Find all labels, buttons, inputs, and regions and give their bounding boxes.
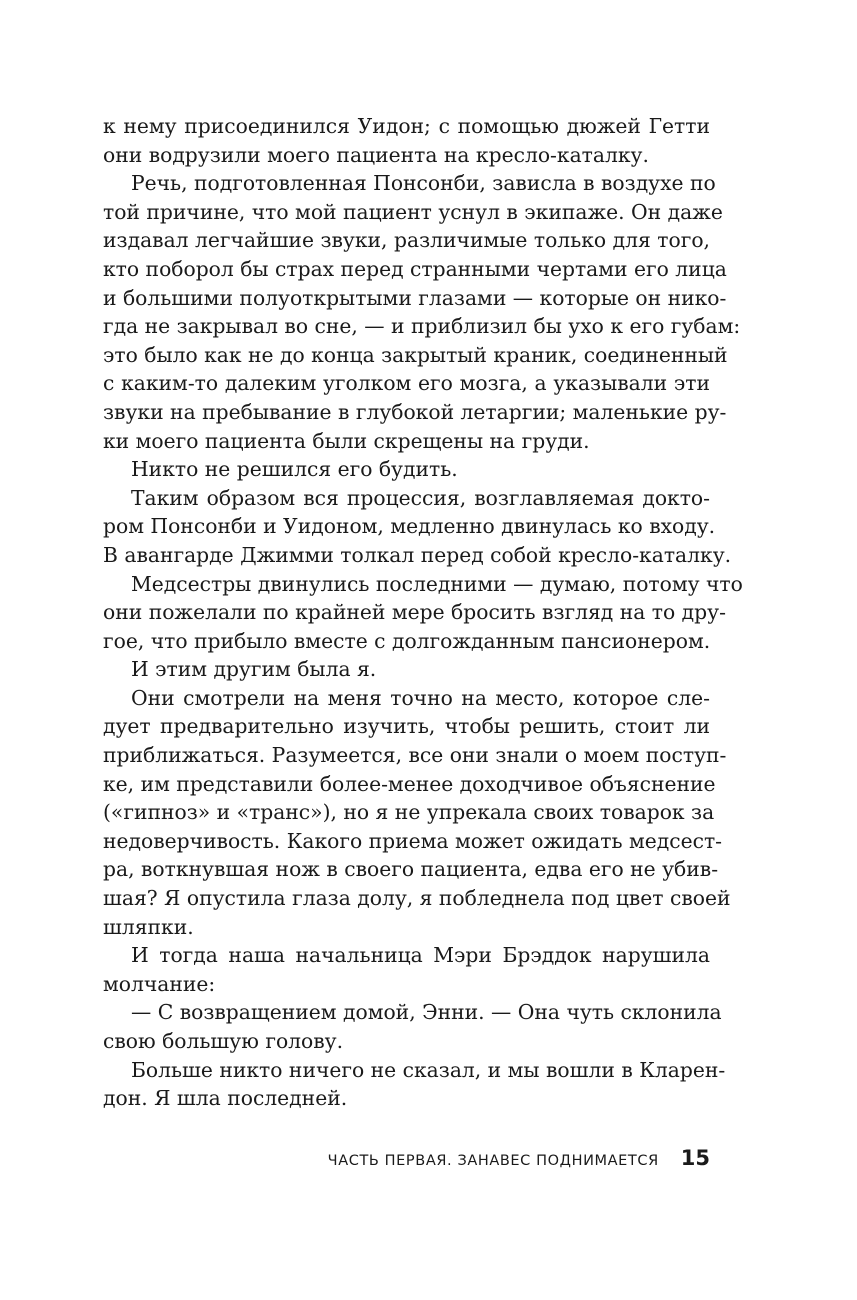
page-number: 15 <box>680 1146 710 1170</box>
text-line: Никто не решился его будить. <box>131 457 458 482</box>
body-text <box>103 112 743 1113</box>
text-line: с каким-то далеким уголком его мозга, а указывали эти <box>103 371 710 396</box>
text-line: свою большую голову. <box>103 1029 344 1053</box>
text-line: Таким образом вся процессия, возглавляемая докто- <box>131 485 710 510</box>
text-line: шая? Я опустила глаза долу, я побледнела под цвет своей <box>103 886 731 911</box>
text-line: шляпки. <box>103 914 194 939</box>
text-line: они водрузили моего пациента на кресло-каталку. <box>103 142 649 167</box>
text-line: гда не закрывал во сне, — и приблизил бы ухо к его губам: <box>103 314 741 339</box>
text-line: и большими полуоткрытыми глазами — которые он нико- <box>103 285 727 310</box>
text-line: издавал легчайшие звуки, различимые только для того, <box>103 228 710 253</box>
text-line: недоверчивость. Какого приема может ожидать медсест- <box>103 828 723 853</box>
text-line: молчание: <box>103 971 216 996</box>
text-line: гое, что прибыло вместе с долгожданным пансионером. <box>103 628 711 653</box>
text-line: («гипноз» и «транс»), но я не упрекала своих товарок за <box>103 800 715 825</box>
running-head: ЧАСТЬ ПЕРВАЯ. ЗАНАВЕС ПОДНИМАЕТСЯ <box>327 1153 659 1169</box>
text-line: приближаться. Разумеется, все они знали о моем поступ- <box>103 743 727 768</box>
text-line: Медсестры двинулись последними — думаю, потому что <box>131 571 743 596</box>
text-line: звуки на пребывание в глубокой летаргии; маленькие ру- <box>103 399 727 424</box>
text-line: ра, воткнувшая нож в своего пациента, едва его не убив- <box>103 857 719 882</box>
text-line: дует предварительно изучить, чтобы решить, стоит ли <box>103 714 710 739</box>
text-line: — С возвращением домой, Энни. — Она чуть склонила <box>131 1000 722 1025</box>
text-line: ром Понсонби и Уидоном, медленно двинулась ко входу. <box>103 514 716 539</box>
text-line: дон. Я шла последней. <box>103 1086 348 1111</box>
text-line: ке, им представили более-менее доходчивое объяснение <box>103 771 716 796</box>
text-line: к нему присоединился Уидон; с помощью дюжей Гетти <box>103 114 710 138</box>
text-line: Больше никто ничего не сказал, и мы вошли в Кларен- <box>131 1057 726 1082</box>
text-line: Они смотрели на меня точно на место, которое сле- <box>131 685 710 710</box>
text-line: Речь, подготовленная Понсонби, зависла в воздухе по <box>131 171 716 196</box>
page-footer <box>103 1146 710 1174</box>
text-line: они пожелали по крайней мере бросить взгляд на то дру- <box>103 600 726 625</box>
text-line: той причине, что мой пациент уснул в экипаже. Он даже <box>103 199 723 224</box>
text-line: это было как не до конца закрытый краник, соединенный <box>103 342 728 367</box>
text-line: ки моего пациента были скрещены на груди. <box>103 428 590 453</box>
text-line: И этим другим была я. <box>131 657 377 682</box>
text-line: И тогда наша начальница Мэри Брэддок нарушила <box>131 943 710 968</box>
text-line: кто поборол бы страх перед странными чертами его лица <box>103 256 727 281</box>
text-line: В авангарде Джимми толкал перед собой кресло-каталку. <box>103 542 732 567</box>
